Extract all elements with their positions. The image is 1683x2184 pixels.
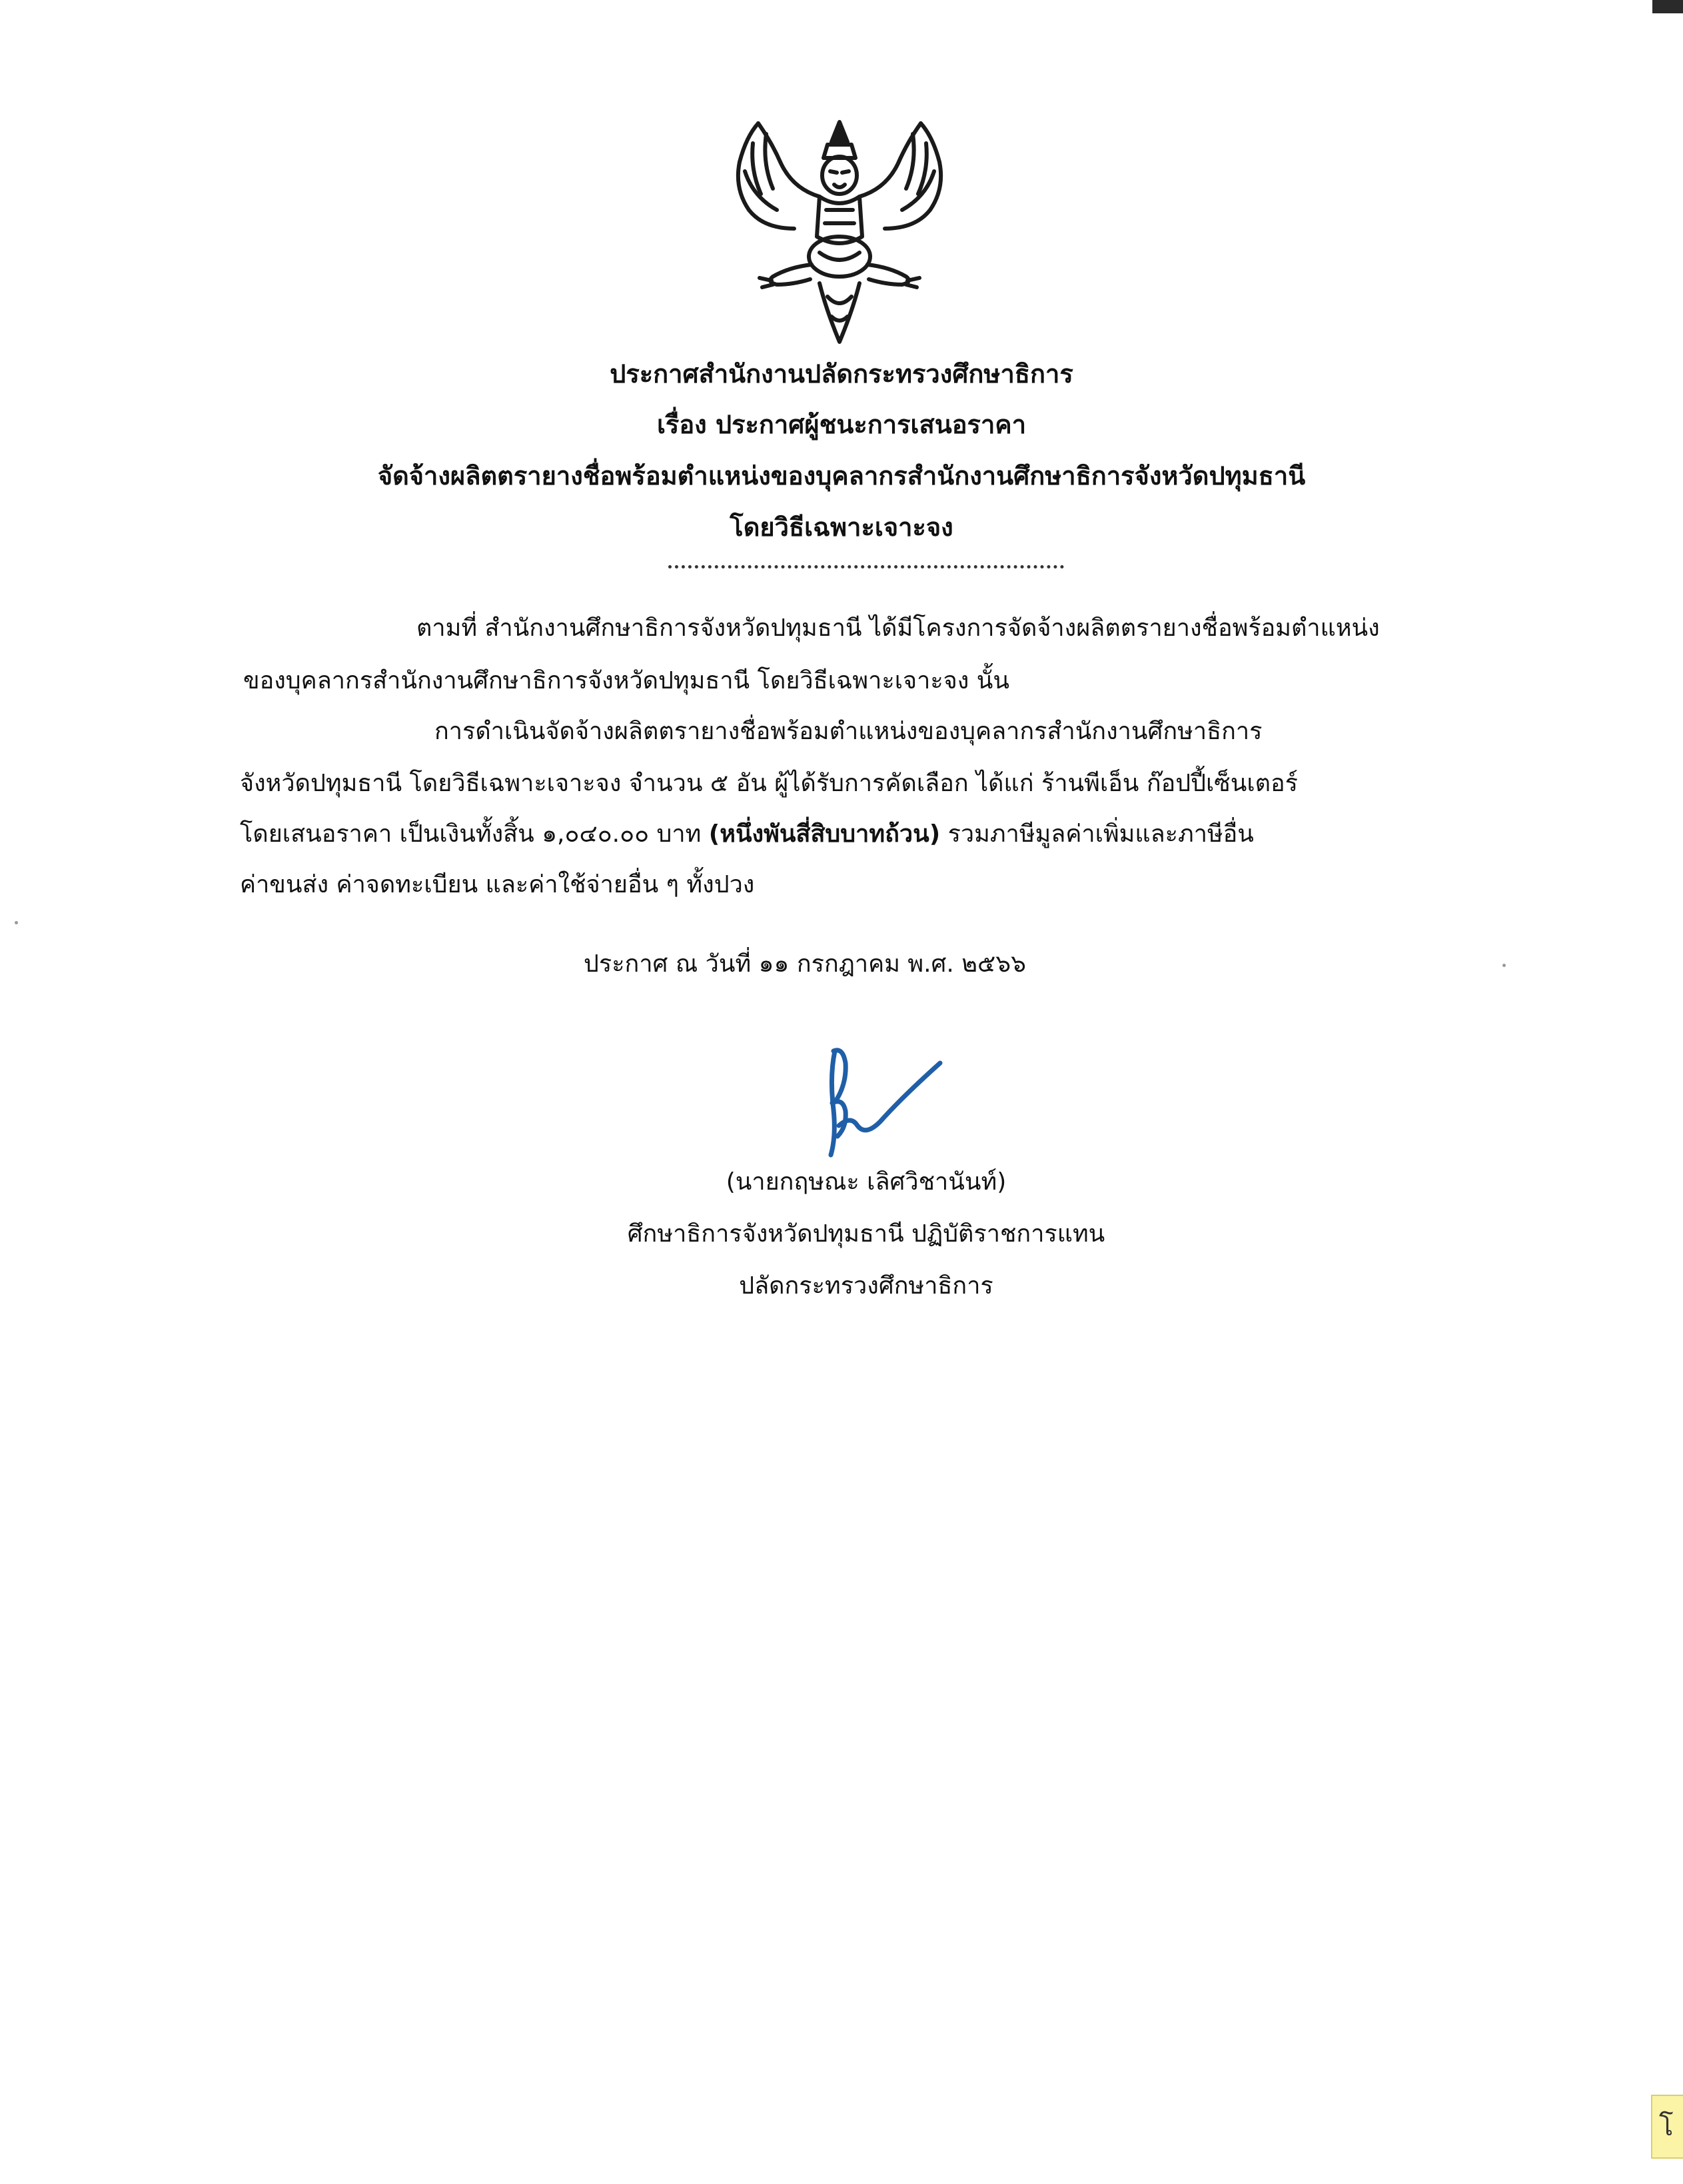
document-subject: เรื่อง ประกาศผู้ชนะการเสนอราคา	[656, 410, 1027, 439]
garuda-emblem-icon	[720, 110, 959, 353]
scan-speck	[1502, 964, 1506, 967]
paragraph-2-line-3	[240, 816, 1254, 853]
scan-speck	[15, 921, 18, 924]
paragraph-1-line-1: ตามที่ สำนักงานศึกษาธิการจังหวัดปทุมธานี ได้มีโครงการจัดจ้างผลิตตรายางชื่อพร้อมตำแหน่ง	[416, 614, 1380, 642]
price-text: โดยเสนอราคา เป็นเงินทั้งสิ้น ๑,๐๔๐.๐๐ บาท	[240, 820, 709, 848]
document-project: จัดจ้างผลิตตรายางชื่อพร้อมตำแหน่งของบุคลากรสำนักงานศึกษาธิการจังหวัดปทุมธานี	[377, 461, 1306, 491]
side-note-tab	[1651, 2095, 1683, 2159]
handwritten-signature	[816, 1036, 949, 1163]
signer-office: ปลัดกระทรวงศึกษาธิการ	[739, 1272, 993, 1300]
signer-name: (นายกฤษณะ เลิศวิชานันท์)	[726, 1168, 1007, 1196]
price-in-words: (หนึ่งพันสี่สิบบาทถ้วน)	[708, 820, 941, 848]
scan-edge-mark	[1652, 0, 1683, 13]
announcement-date: ประกาศ ณ วันที่ ๑๑ กรกฎาคม พ.ศ. ๒๕๖๖	[584, 950, 1026, 978]
paragraph-2-line-4: ค่าขนส่ง ค่าจดทะเบียน และค่าใช้จ่ายอื่น ๆ ทั้งปวง	[240, 871, 755, 898]
side-note-text: โ	[1659, 2111, 1674, 2142]
paragraph-2-line-1: การดำเนินจัดจ้างผลิตตรายางชื่อพร้อมตำแหน่งของบุคลากรสำนักงานศึกษาธิการ	[434, 718, 1263, 745]
signer-position: ศึกษาธิการจังหวัดปทุมธานี ปฏิบัติราชการแทน	[627, 1220, 1105, 1248]
paragraph-2-line-2: จังหวัดปทุมธานี โดยวิธีเฉพาะเจาะจง จำนวน ๕ อัน ผู้ได้รับการคัดเลือก ได้แก่ ร้านพีเอ็น ก๊อปปี้เซ็นเตอร์	[240, 770, 1298, 797]
document-method: โดยวิธีเฉพาะเจาะจง	[730, 513, 953, 542]
heading-separator	[668, 565, 1064, 568]
tax-note: รวมภาษีมูลค่าเพิ่มและภาษีอื่น	[940, 820, 1254, 848]
paragraph-1-line-2: ของบุคลากรสำนักงานศึกษาธิการจังหวัดปทุมธานี โดยวิธีเฉพาะเจาะจง นั้น	[243, 667, 1009, 694]
document-title: ประกาศสำนักงานปลัดกระทรวงศึกษาธิการ	[610, 359, 1073, 389]
